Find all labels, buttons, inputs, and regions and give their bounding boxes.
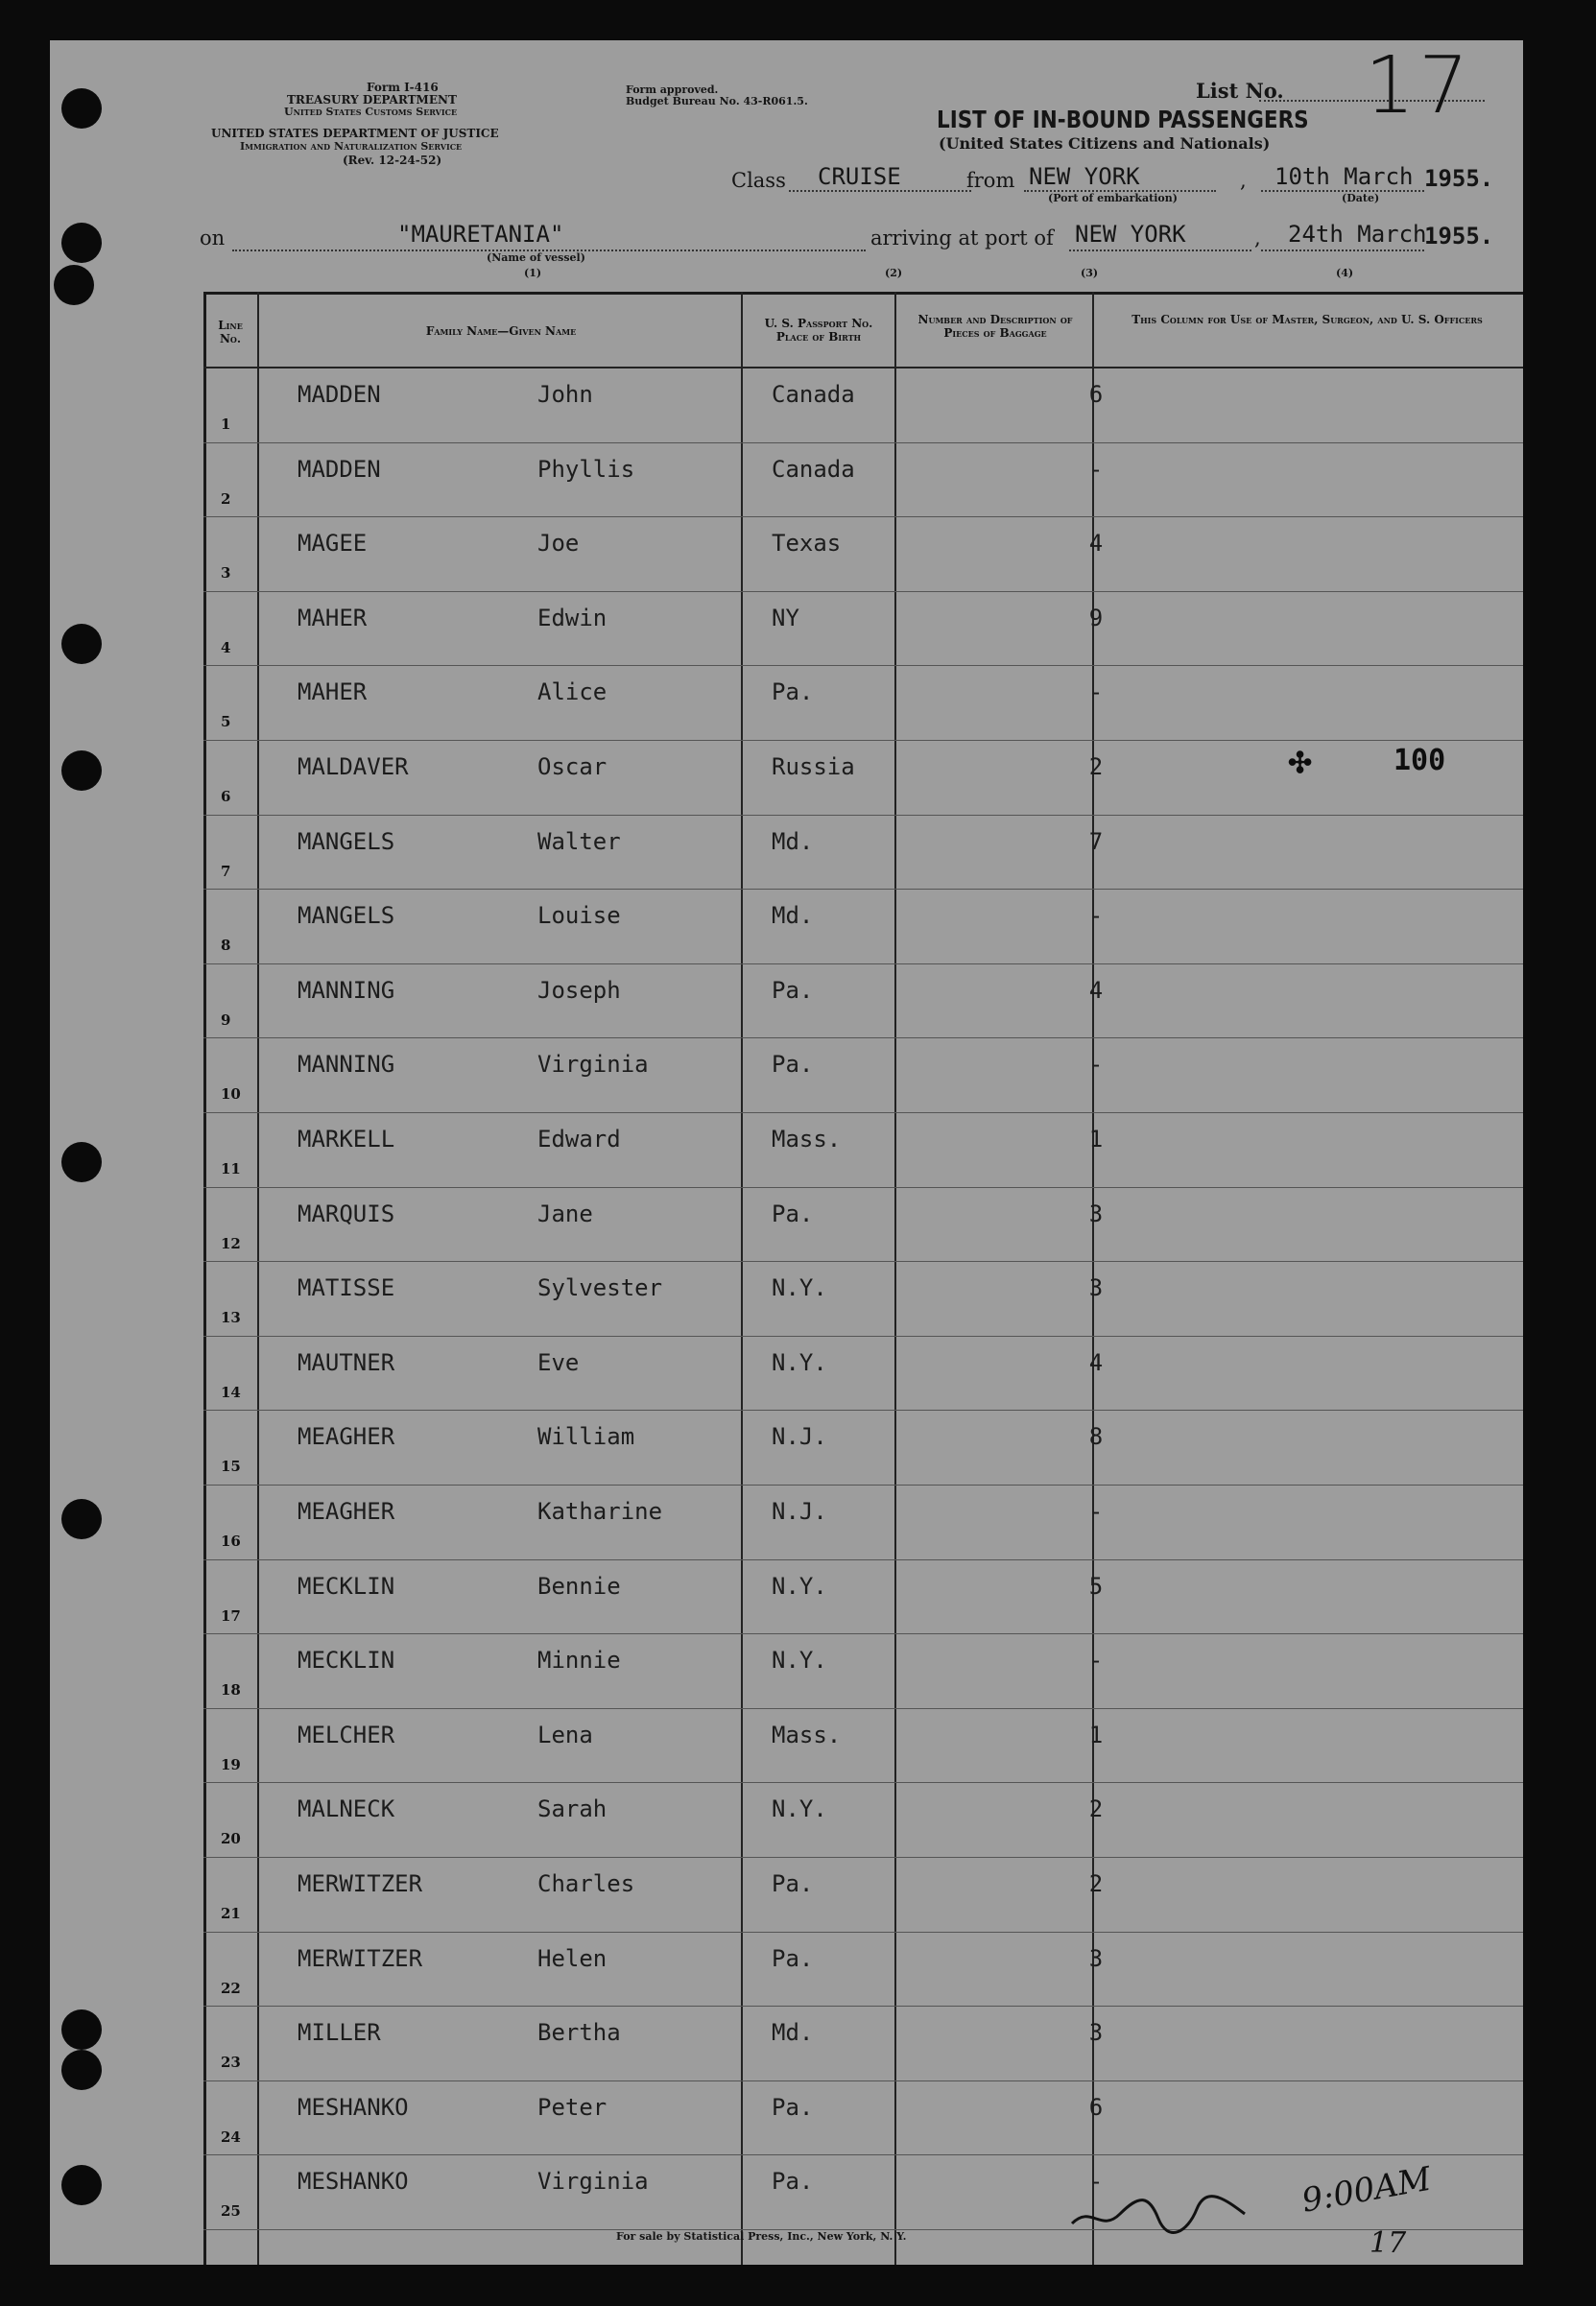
manifest-title: LIST OF IN-BOUND PASSENGERS [937,106,1309,133]
row-divider [203,1261,1523,1262]
line-number: 20 [221,1830,241,1848]
baggage-count: 6 [1088,381,1104,408]
row-divider [203,889,1523,890]
given-name: Walter [537,827,621,855]
place-of-birth: Md. [772,902,814,930]
row-divider [203,1187,1523,1188]
family-name: MESHANKO [298,2093,409,2121]
printer-footer: For sale by Statistical Press, Inc., New York, N. Y. [616,2230,907,2243]
baggage-count: 4 [1088,1348,1104,1376]
binder-hole [61,1499,102,1539]
baggage-count: 1 [1088,1721,1104,1748]
row-divider [203,1857,1523,1858]
embark-date: 10th March [1274,163,1414,190]
given-name: Helen [537,1944,607,1972]
place-of-birth: N.Y. [772,1647,827,1675]
officer-stamp-number: 100 [1394,744,1446,777]
header-officers: This Column for Use of Master, Surgeon, and U. S. Officers [1131,313,1483,326]
column-number-3: (3) [1081,267,1099,279]
given-name: William [537,1423,635,1451]
vessel-caption: (Name of vessel) [487,251,585,264]
place-of-birth: Mass. [772,1721,842,1748]
given-name: Alice [537,678,607,706]
family-name: MERWITZER [298,1870,423,1897]
family-name: MAHER [298,604,368,631]
column-number-1: (1) [524,267,542,279]
family-name: MESHANKO [298,2168,409,2196]
baggage-count: - [1088,1498,1104,1525]
given-name: Louise [537,902,621,930]
baggage-count: 3 [1088,1200,1104,1227]
baggage-count: 3 [1088,1944,1104,1972]
line-number: 12 [221,1234,241,1252]
arrival-date: 24th March [1288,221,1427,248]
vessel-name: "MAURETANIA" [397,221,564,248]
baggage-count: 7 [1088,827,1104,855]
binder-hole [61,88,102,129]
baggage-count: 1 [1088,1126,1104,1153]
place-of-birth: N.Y. [772,1274,827,1302]
class-value: CRUISE [818,163,901,190]
header-passport: U. S. Passport No. Place of Birth [764,317,873,344]
binder-hole [61,1142,102,1182]
binder-hole [61,624,102,664]
row-divider [203,516,1523,517]
list-number-handwritten: 17 [1365,40,1473,131]
line-number: 13 [221,1309,241,1327]
place-of-birth: Pa. [772,1200,814,1227]
row-divider [203,1559,1523,1560]
place-of-birth: Pa. [772,2093,814,2121]
baggage-count: - [1088,2168,1104,2196]
list-number-label: List No. [1196,79,1284,103]
baggage-count: 9 [1088,604,1104,631]
place-of-birth: Pa. [772,1051,814,1079]
signature-number: 17 [1370,2226,1407,2260]
column-divider [257,292,259,2265]
arrival-date-line [1261,250,1424,251]
line-number: 16 [221,1533,241,1550]
given-name: Eve [537,1348,580,1376]
baggage-count: 6 [1088,2093,1104,2121]
place-of-birth: Md. [772,2019,814,2047]
line-number: 23 [221,2054,241,2072]
class-line [789,190,971,192]
place-of-birth: Pa. [772,1870,814,1897]
baggage-count: 2 [1088,1795,1104,1823]
place-of-birth: Md. [772,827,814,855]
place-of-birth: N.J. [772,1498,827,1525]
given-name: John [537,381,593,408]
line-number: 25 [221,2202,241,2221]
family-name: MILLER [298,2019,381,2047]
baggage-count: - [1088,1051,1104,1079]
from-label: from [966,169,1015,192]
place-of-birth: Pa. [772,976,814,1004]
signature-time: 9:00AM [1298,2159,1435,2221]
form-number: Form I-416 [367,81,439,94]
row-divider [203,2154,1523,2155]
given-name: Katharine [537,1498,663,1525]
family-name: MEAGHER [298,1423,395,1451]
family-name: MAGEE [298,530,368,558]
arriving-label: arriving at port of [870,226,1054,250]
place-of-birth: Texas [772,530,842,558]
given-name: Peter [537,2093,607,2121]
arrival-port-line [1069,250,1251,251]
family-name: MANNING [298,1051,395,1079]
treasury-label: TREASURY DEPARTMENT [287,93,457,107]
budget-label: Budget Bureau No. 43-R061.5. [626,95,808,107]
row-divider [203,665,1523,666]
column-divider [741,292,743,2265]
class-label: Class [731,169,786,192]
family-name: MAUTNER [298,1348,395,1376]
line-number: 14 [221,1383,241,1401]
line-number: 19 [221,1755,241,1773]
family-name: MALDAVER [298,753,409,780]
header-divider [203,367,1523,368]
manifest-page [50,40,1523,2265]
baggage-count: 3 [1088,2019,1104,2047]
row-divider [203,1633,1523,1634]
baggage-count: 2 [1088,753,1104,780]
column-number-4: (4) [1336,267,1354,279]
line-number: 17 [221,1606,241,1625]
row-divider [203,1932,1523,1933]
row-divider [203,591,1523,592]
row-divider [203,963,1523,964]
family-name: MECKLIN [298,1572,395,1600]
family-name: MARKELL [298,1126,395,1153]
line-number: 9 [221,1010,231,1029]
family-name: MECKLIN [298,1647,395,1675]
given-name: Jane [537,1200,593,1227]
given-name: Bennie [537,1572,621,1600]
line-number: 7 [221,862,231,880]
baggage-count: - [1088,902,1104,930]
family-name: MARQUIS [298,1200,395,1227]
binder-hole [61,2050,102,2090]
place-of-birth: Canada [772,455,855,483]
header-baggage: Number and Description of Pieces of Baggage [917,313,1073,340]
binder-hole [61,2165,102,2205]
place-of-birth: N.J. [772,1423,827,1451]
binder-hole [61,750,102,791]
embark-caption: (Port of embarkation) [1048,192,1178,204]
baggage-count: - [1088,678,1104,706]
given-name: Sarah [537,1795,607,1823]
family-name: MADDEN [298,381,381,408]
row-divider [203,815,1523,816]
line-number: 4 [221,638,231,656]
row-divider [203,1410,1523,1411]
given-name: Joe [537,530,580,558]
line-number: 10 [221,1085,241,1104]
given-name: Edward [537,1126,621,1153]
given-name: Virginia [537,1051,649,1079]
place-of-birth: Pa. [772,2168,814,2196]
signature-scrawl [1062,2185,1254,2243]
line-number: 11 [221,1160,241,1177]
family-name: MADDEN [298,455,381,483]
baggage-count: 4 [1088,530,1104,558]
header-name: Family Name—Given Name [425,324,577,338]
line-number: 24 [221,2128,241,2146]
place-of-birth: Mass. [772,1126,842,1153]
row-divider [203,740,1523,741]
line-number: 6 [221,788,231,805]
arrival-port: NEW YORK [1075,221,1186,248]
family-name: MANGELS [298,827,395,855]
binder-hole [61,2009,102,2050]
approval-label: Form approved. [626,83,719,96]
binder-hole [54,265,94,305]
line-number: 22 [221,1979,241,1997]
baggage-count: 4 [1088,976,1104,1004]
row-divider [203,442,1523,443]
place-of-birth: N.Y. [772,1795,827,1823]
line-number: 2 [221,489,231,508]
arrival-comma: , [1254,226,1261,250]
given-name: Sylvester [537,1274,663,1302]
row-divider [203,1336,1523,1337]
row-divider [203,1112,1523,1113]
baggage-count: 5 [1088,1572,1104,1600]
family-name: MALNECK [298,1795,395,1823]
row-divider [203,1782,1523,1783]
given-name: Lena [537,1721,593,1748]
family-name: MANNING [298,976,395,1004]
baggage-count: 8 [1088,1423,1104,1451]
revision-label: (Rev. 12-24-52) [343,154,442,167]
date-caption: (Date) [1342,192,1380,204]
row-divider [203,1037,1523,1038]
given-name: Charles [537,1870,635,1897]
officer-stamp-mark: ✣ [1288,747,1313,780]
line-number: 3 [221,564,231,582]
row-divider [203,2006,1523,2007]
line-number: 21 [221,1905,241,1922]
given-name: Joseph [537,976,621,1004]
baggage-count: - [1088,1647,1104,1675]
line-number: 8 [221,937,231,955]
line-number: 15 [221,1458,241,1476]
binder-hole [61,223,102,263]
given-name: Phyllis [537,455,635,483]
place-of-birth: NY [772,604,799,631]
row-divider [203,1485,1523,1486]
family-name: MERWITZER [298,1944,423,1972]
place-of-birth: Pa. [772,1944,814,1972]
on-label: on [200,226,226,250]
given-name: Bertha [537,2019,621,2047]
date-comma: , [1240,169,1247,192]
column-number-2: (2) [885,267,903,279]
given-name: Minnie [537,1647,621,1675]
place-of-birth: N.Y. [772,1572,827,1600]
family-name: MAHER [298,678,368,706]
line-number: 1 [221,416,231,433]
given-name: Edwin [537,604,607,631]
baggage-count: 3 [1088,1274,1104,1302]
justice-label: UNITED STATES DEPARTMENT OF JUSTICE [211,127,499,140]
place-of-birth: Canada [772,381,855,408]
given-name: Oscar [537,753,607,780]
row-divider [203,1708,1523,1709]
family-name: MATISSE [298,1274,395,1302]
customs-label: United States Customs Service [284,106,458,118]
row-divider [203,2080,1523,2081]
column-divider [894,292,896,2265]
arrival-year: 1955. [1424,223,1494,250]
baggage-count: 2 [1088,1870,1104,1897]
place-of-birth: N.Y. [772,1348,827,1376]
family-name: MELCHER [298,1721,395,1748]
embark-year: 1955. [1424,165,1494,192]
baggage-count: - [1088,455,1104,483]
given-name: Virginia [537,2168,649,2196]
place-of-birth: Pa. [772,678,814,706]
line-number: 5 [221,713,231,731]
manifest-subtitle: (United States Citizens and Nationals) [939,134,1271,153]
family-name: MEAGHER [298,1498,395,1525]
ins-label: Immigration and Naturalization Service [240,140,463,153]
embark-port: NEW YORK [1029,163,1140,190]
header-line-no: Line No. [218,319,243,345]
line-number: 18 [221,1681,241,1700]
family-name: MANGELS [298,902,395,930]
place-of-birth: Russia [772,753,855,780]
